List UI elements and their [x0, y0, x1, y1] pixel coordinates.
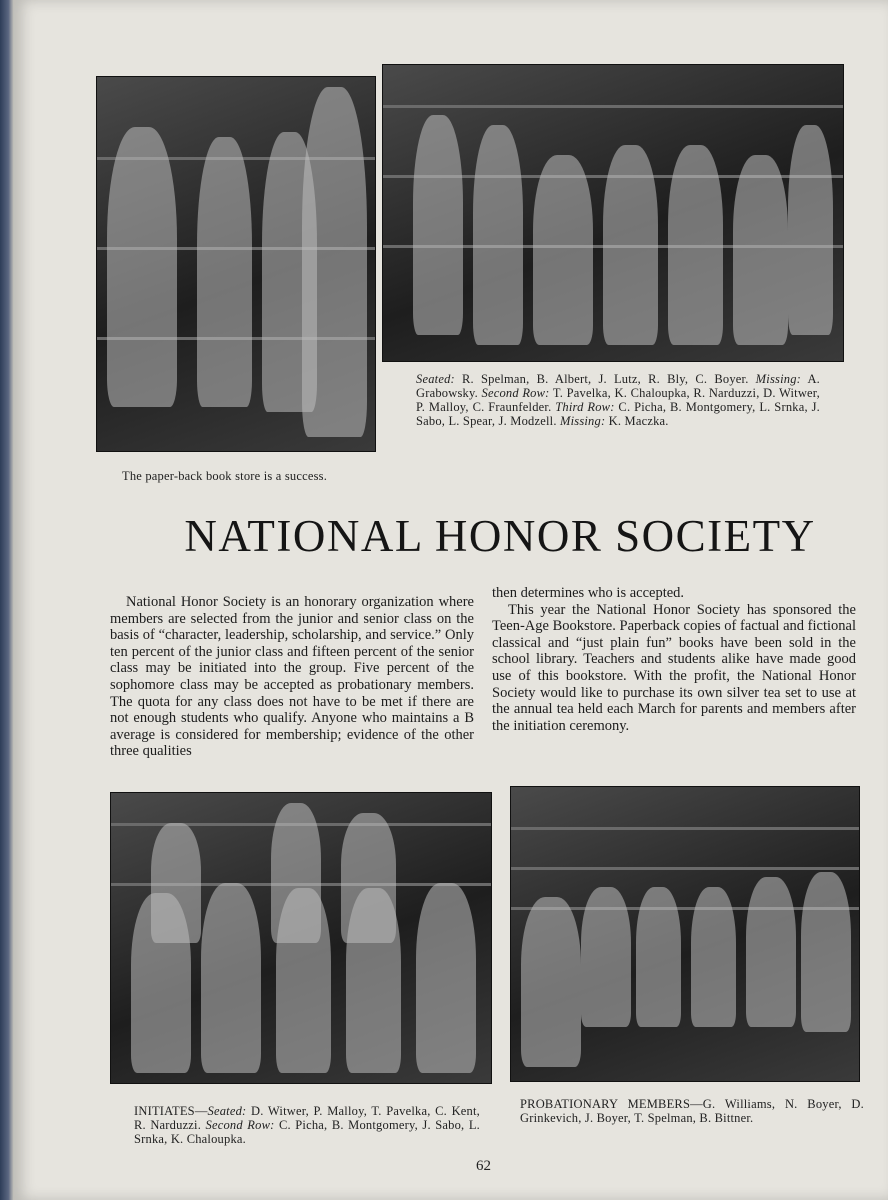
body-left-column: [110, 594, 474, 760]
initiates-caption: INITIATES—Seated: D. Witwer, P. Malloy, T. Pavelka, C. Kent, R. Narduzzi. Second Row: C. Picha, B. Montgomery, J. Sabo, L. Srnka, K. Chaloupka.: [134, 1104, 481, 1146]
probationary-caption: PROBATIONARY MEMBERS—G. Williams, N. Boyer, D. Grinkevich, J. Boyer, T. Spelman, B. Bittner.: [520, 1097, 864, 1125]
bookstore-caption: The paper-back book store is a success.: [122, 469, 328, 483]
body-left-paragraph: National Honor Society is an honorary organization where members are selected from the junior and senior class on the basis of “character, leadership, scholarship, and service.” Only ten percent of the junior class and fifteen percent of the senior class may be initiated into the group. Five percent of the sophomore class may be accepted as probationary members. The quota for any class does not have to be met if there are not enough students who qualify. Anyone who maintains a B average is considered for membership; evidence of the other three qualities: [110, 594, 474, 760]
group-photo-top: [382, 64, 844, 362]
bookstore-photo: [96, 76, 376, 452]
body-right-paragraph: This year the National Honor Society has sponsored the Teen-Age Bookstore. Paperback copies of factual and fictional classical and “just plain fun” books have been sold in the school library. Teachers and students alike have made good use of this bookstore. With the profit, the National Honor Society would like to purchase its own silver tea set to use at the annual tea held each March for parents and members after the initiation ceremony.: [492, 601, 856, 734]
group-caption-top: Seated: R. Spelman, B. Albert, J. Lutz, R. Bly, C. Boyer. Missing: A. Grabowsky. Second Row: T. Pavelka, K. Chaloupka, R. Narduzzi, D. Witwer, P. Malloy, C. Fraunfelder. Third Row: C. Picha, B. Montgomery, L. Srnka, J. Sabo, L. Spear, J. Modzell. Missing: K. Maczka.: [416, 372, 821, 428]
page-title: NATIONAL HONOR SOCIETY: [184, 511, 816, 561]
page-number: 62: [476, 1158, 491, 1174]
initiates-photo: [110, 792, 492, 1084]
probationary-photo: [510, 786, 860, 1082]
body-right-continuation: then determines who is accepted.: [492, 585, 685, 601]
book-spine: [0, 0, 14, 1200]
yearbook-page: [14, 0, 888, 1200]
body-right-column: [492, 585, 856, 734]
